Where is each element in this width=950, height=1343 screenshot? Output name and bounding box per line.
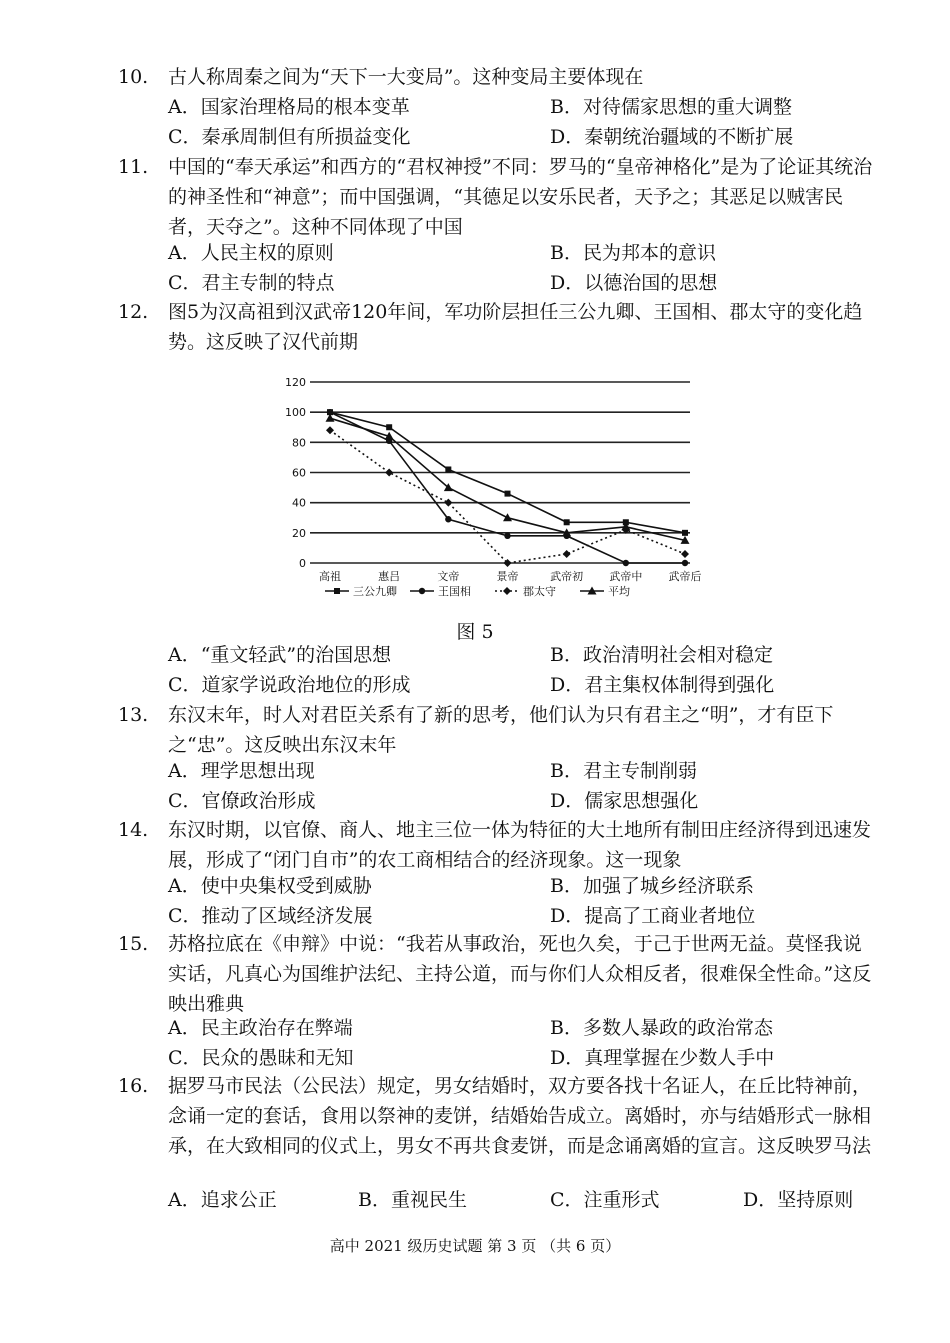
question-stem: 图5为汉高祖到汉武帝120年间，军功阶层担任三公九卿、王国相、郡太守的变化趋势。这反映了汉代前期 bbox=[168, 301, 863, 353]
option-c: C．官僚政治形成 bbox=[168, 790, 316, 812]
y-tick-label: 20 bbox=[292, 526, 306, 540]
y-tick-label: 120 bbox=[285, 376, 306, 389]
option-a: A．追求公正 bbox=[168, 1189, 277, 1211]
question-number: 16. bbox=[118, 1075, 149, 1097]
y-tick-label: 0 bbox=[299, 557, 306, 570]
question-number: 11. bbox=[118, 156, 149, 178]
figure-5-chart bbox=[280, 370, 720, 605]
x-tick-label: 文帝 bbox=[437, 570, 460, 583]
legend-label: 王国相 bbox=[438, 585, 471, 598]
question-10 bbox=[118, 62, 878, 92]
question-stem: 据罗马市民法（公民法）规定，男女结婚时，双方要各找十名证人，在丘比特神前，念诵一定的套话，食用以祭神的麦饼，结婚始告成立。离婚时，亦与结婚形式一脉相承，在大致相同的仪式上，男女不再共食麦饼，而是念诵离婚的宣言。这反映罗马法 bbox=[168, 1075, 872, 1157]
data-point bbox=[385, 469, 393, 477]
question-number: 10. bbox=[118, 66, 149, 88]
series-line-3 bbox=[330, 430, 685, 563]
option-a: A．人民主权的原则 bbox=[168, 242, 334, 264]
data-point bbox=[681, 550, 689, 558]
question-number: 13. bbox=[118, 704, 149, 726]
option-d: D．儒家思想强化 bbox=[550, 790, 699, 812]
question-stem: 东汉末年，时人对君臣关系有了新的思考，他们认为只有君主之“明”，才有臣下之“忠”。这反映出东汉末年 bbox=[168, 704, 834, 756]
data-point bbox=[504, 533, 510, 539]
question-number: 14. bbox=[118, 819, 149, 841]
figure-caption: 图 5 bbox=[456, 621, 494, 643]
page-footer: 高中 2021 级历史试题 第 3 页 （共 6 页） bbox=[329, 1237, 621, 1255]
x-tick-label: 武帝后 bbox=[668, 570, 702, 583]
option-b: B．民为邦本的意识 bbox=[550, 242, 716, 264]
option-d: D．提高了工商业者地位 bbox=[550, 905, 756, 927]
data-point bbox=[503, 513, 512, 521]
option-a: A．使中央集权受到威胁 bbox=[168, 875, 372, 897]
data-point bbox=[504, 559, 512, 567]
question-stem: 古人称周秦之间为“天下一大变局”。这种变局主要体现在 bbox=[168, 66, 644, 88]
question-number: 15. bbox=[118, 933, 149, 955]
question-number: 12. bbox=[118, 301, 149, 323]
option-c: C．推动了区域经济发展 bbox=[168, 905, 373, 927]
question-stem: 中国的“奉天承运”和西方的“君权神授”不同：罗马的“皇帝神格化”是为了论证其统治的神圣性和“神意”；而中国强调，“其德足以安乐民者，天予之；其恶足以贼害民者，天夺之”。这种不同体现了中国 bbox=[168, 156, 873, 238]
line-chart bbox=[280, 370, 720, 605]
option-b: B．多数人暴政的政治常态 bbox=[550, 1017, 773, 1039]
y-tick-label: 60 bbox=[292, 466, 306, 480]
option-c: C．秦承周制但有所损益变化 bbox=[168, 126, 411, 148]
x-tick-label: 景帝 bbox=[496, 570, 519, 583]
data-point bbox=[623, 560, 629, 566]
option-a: A．“重文轻武”的治国思想 bbox=[168, 644, 392, 666]
legend-label: 平均 bbox=[608, 585, 630, 598]
legend-marker bbox=[419, 588, 425, 594]
question-11 bbox=[118, 152, 878, 242]
option-b: B．加强了城乡经济联系 bbox=[550, 875, 754, 897]
data-point bbox=[564, 519, 570, 525]
data-point bbox=[445, 466, 451, 472]
option-d: D．真理掌握在少数人手中 bbox=[550, 1047, 775, 1069]
y-tick-label: 80 bbox=[292, 436, 306, 450]
option-b: B．对待儒家思想的重大调整 bbox=[550, 96, 792, 118]
option-b: B．君主专制削弱 bbox=[550, 760, 697, 782]
x-tick-label: 高祖 bbox=[319, 570, 341, 583]
legend-marker bbox=[334, 588, 340, 594]
question-16 bbox=[118, 1071, 878, 1161]
legend-marker bbox=[503, 587, 511, 595]
option-d: D．坚持原则 bbox=[743, 1189, 854, 1211]
question-14 bbox=[118, 815, 878, 875]
option-b: B．政治清明社会相对稳定 bbox=[550, 644, 773, 666]
series-line-4 bbox=[330, 418, 685, 540]
data-point bbox=[505, 491, 511, 497]
option-d: D．以德治国的思想 bbox=[550, 272, 718, 294]
option-d: D．秦朝统治疆域的不断扩展 bbox=[550, 126, 794, 148]
data-point bbox=[445, 516, 451, 522]
question-stem: 东汉时期，以官僚、商人、地主三位一体为特征的大土地所有制田庄经济得到迅速发展，形成了“闭门自市”的农工商相结合的经济现象。这一现象 bbox=[168, 819, 872, 871]
option-c: C．注重形式 bbox=[550, 1189, 660, 1211]
x-tick-label: 武帝中 bbox=[609, 570, 643, 583]
option-c: C．道家学说政治地位的形成 bbox=[168, 674, 411, 696]
y-tick-label: 100 bbox=[285, 406, 306, 420]
data-point bbox=[682, 530, 688, 536]
question-15 bbox=[118, 929, 878, 1019]
option-a: A．民主政治存在弊端 bbox=[168, 1017, 353, 1039]
legend-label: 郡太守 bbox=[523, 585, 556, 598]
data-point bbox=[326, 426, 334, 434]
option-b: B．重视民生 bbox=[358, 1189, 467, 1211]
data-point bbox=[682, 560, 688, 566]
legend-label: 三公九卿 bbox=[353, 585, 397, 598]
x-tick-label: 武帝初 bbox=[550, 570, 584, 583]
option-d: D．君主集权体制得到强化 bbox=[550, 674, 775, 696]
option-a: A．理学思想出现 bbox=[168, 760, 315, 782]
data-point bbox=[326, 414, 335, 422]
data-point bbox=[444, 499, 452, 507]
data-point bbox=[563, 550, 571, 558]
x-tick-label: 惠吕 bbox=[378, 570, 401, 583]
option-c: C．民众的愚昧和无知 bbox=[168, 1047, 354, 1069]
option-c: C．君主专制的特点 bbox=[168, 272, 335, 294]
question-stem: 苏格拉底在《申辩》中说：“我若从事政治，死也久矣，于己于世两无益。莫怪我说实话，凡真心为国维护法纪、主持公道，而与你们人众相反者，很难保全性命。”这反映出雅典 bbox=[168, 933, 872, 1015]
data-point bbox=[386, 424, 392, 430]
option-a: A．国家治理格局的根本变革 bbox=[168, 96, 410, 118]
question-13 bbox=[118, 700, 878, 760]
question-12 bbox=[118, 297, 878, 357]
y-tick-label: 40 bbox=[292, 496, 306, 510]
